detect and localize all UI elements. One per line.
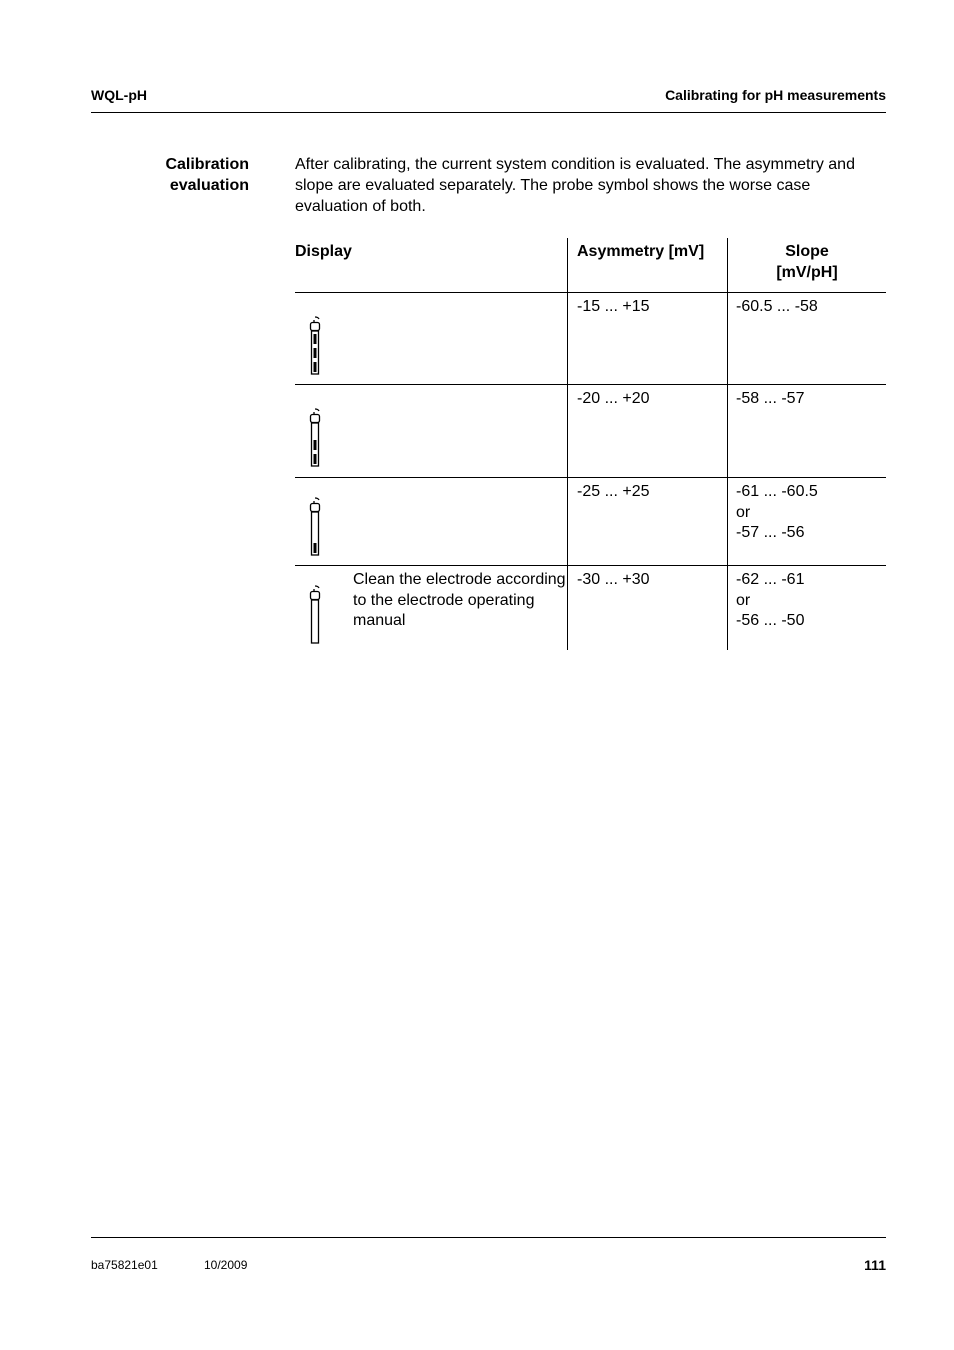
table-row: [295, 565, 886, 650]
section-heading: [120, 154, 249, 196]
section-heading-line1: Calibration: [165, 156, 249, 173]
header-asymmetry: Asymmetry [mV]: [567, 238, 727, 292]
asymmetry-value: -30 ... +30: [567, 566, 727, 650]
calibration-table: [295, 238, 886, 650]
table-header-row: [295, 238, 886, 292]
slope-value: -61 ... -60.5 or -57 ... -56: [727, 478, 886, 565]
footer-doc-id: ba75821e01: [91, 1258, 158, 1272]
row-note: Clean the electrode according to the electrode operating manual: [353, 571, 566, 629]
footer-divider: [91, 1237, 886, 1238]
slope-value: -62 ... -61 or -56 ... -50: [727, 566, 886, 650]
slope-value: -60.5 ... -58: [727, 293, 886, 384]
probe-1-bar-icon: [308, 497, 322, 557]
row-note: [353, 482, 567, 565]
header-display: Display: [295, 243, 352, 260]
header-title: WQL-pH: [91, 87, 147, 103]
table-row: [295, 384, 886, 477]
probe-2-bars-icon: [308, 408, 322, 468]
asymmetry-value: -15 ... +15: [567, 293, 727, 384]
table-row: [295, 477, 886, 565]
footer-date: 10/2009: [204, 1258, 248, 1272]
slope-value: -58 ... -57: [727, 385, 886, 477]
probe-3-bars-icon: [308, 316, 322, 376]
asymmetry-value: -25 ... +25: [567, 478, 727, 565]
probe-0-bars-icon: [308, 585, 322, 645]
header-slope: Slope [mV/pH]: [727, 238, 886, 292]
header-chapter: Calibrating for pH measurements: [665, 87, 886, 103]
intro-paragraph: After calibrating, the current system condition is evaluated. The asymmetry and slope are evaluated separately. The probe symbol shows the worse case evaluation of both.: [295, 156, 855, 215]
page-number: 111: [864, 1257, 886, 1273]
section-heading-line2: evaluation: [169, 177, 249, 194]
asymmetry-value: -20 ... +20: [567, 385, 727, 477]
table-row: [295, 292, 886, 384]
row-note: [353, 297, 567, 384]
row-note: [353, 389, 567, 477]
header-divider: [91, 112, 886, 113]
